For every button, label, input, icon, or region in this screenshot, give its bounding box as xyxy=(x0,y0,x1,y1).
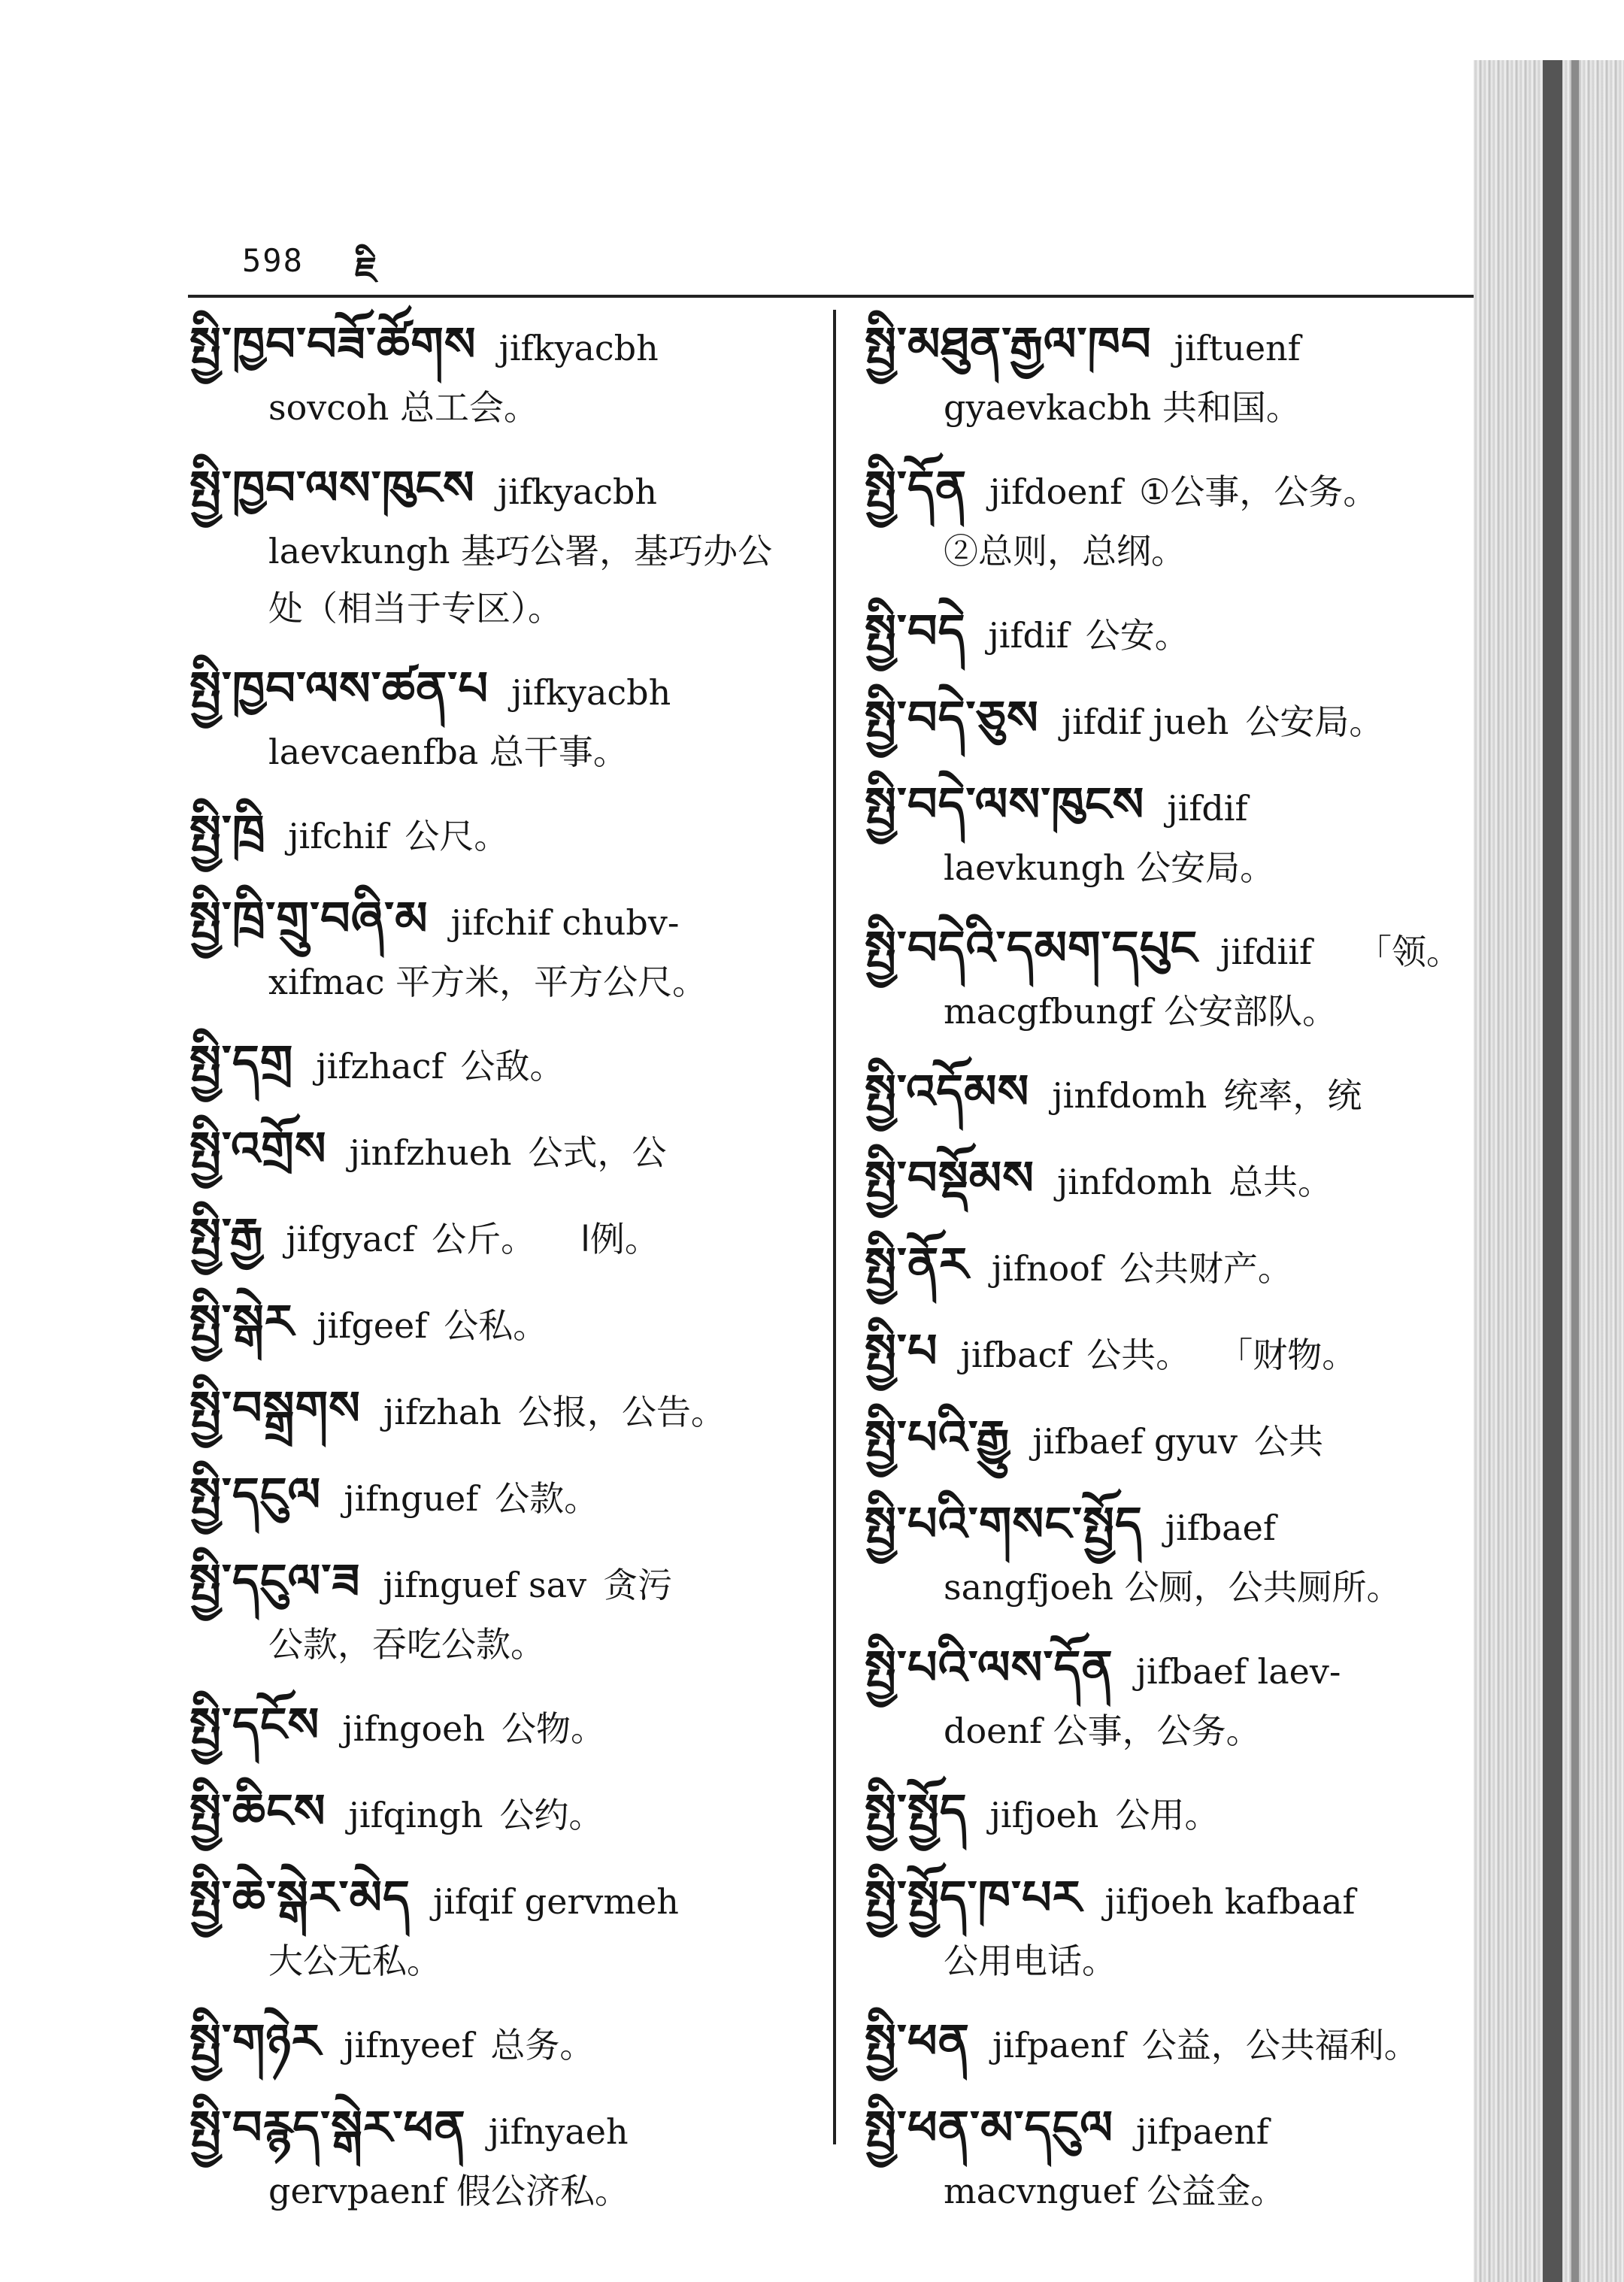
tibetan-headword: སྤྱི་རྒྱ xyxy=(189,1208,264,1262)
entry-headline xyxy=(189,301,810,387)
entry-continuation: macvnguef 公益金。 xyxy=(944,2171,1286,2211)
romanization: jifnyaeh xyxy=(488,2111,629,2152)
chinese-gloss: 公款。 xyxy=(495,1478,599,1519)
dictionary-entry xyxy=(189,301,810,444)
chinese-gloss: 公共。 xyxy=(1086,1335,1191,1375)
entry-headline xyxy=(189,1768,810,1854)
tibetan-headword: སྤྱི་ཆེ་སྒེར་མེད xyxy=(189,1870,411,1925)
romanization: jifkyacbh xyxy=(511,672,671,713)
scan-edge-band xyxy=(1571,60,1579,2282)
chinese-gloss: 公益，公共福利。 xyxy=(1141,2025,1419,2065)
romanization: jifzhacf xyxy=(316,1046,444,1086)
chinese-gloss: 公共 xyxy=(1254,1421,1324,1462)
tibetan-headword: སྤྱི་སྤྱོད་ཁ་པར xyxy=(865,1870,1083,1925)
dictionary-entry xyxy=(865,1624,1474,1768)
dictionary-entry xyxy=(189,1105,810,1192)
running-head-glyph: ཇི xyxy=(355,250,377,292)
tibetan-headword: སྤྱི་བརྙད་སྒེར་ཕན xyxy=(189,2100,466,2155)
dictionary-entry xyxy=(189,1768,810,1854)
scan-edge-shadow xyxy=(1474,60,1624,2282)
tibetan-headword: སྤྱི་ཁྱབ་བཟོ་ཚོགས xyxy=(189,317,477,371)
tibetan-headword: སྤྱི་ཆིངས xyxy=(189,1783,326,1838)
dictionary-entry xyxy=(189,444,810,645)
dictionary-entry xyxy=(189,1681,810,1768)
entry-continuation: ②总则，总纲。 xyxy=(944,531,1186,571)
chinese-gloss: 公报，公告。 xyxy=(517,1392,726,1432)
romanization: jifbaef laev- xyxy=(1135,1651,1341,1692)
romanization: jifbacf xyxy=(960,1335,1071,1375)
romanization: jifjoeh kafbaaf xyxy=(1104,1881,1356,1922)
romanization: jiftuenf xyxy=(1174,328,1301,368)
dictionary-entry xyxy=(865,905,1474,1048)
entry-headline xyxy=(189,645,810,732)
dictionary-entry xyxy=(189,1019,810,1105)
entry-headline xyxy=(865,1854,1474,1941)
romanization: jifgeef xyxy=(317,1305,428,1346)
dictionary-entry xyxy=(865,1998,1474,2084)
chinese-gloss: 公式，公 xyxy=(528,1132,667,1173)
romanization: jifdif xyxy=(1167,788,1248,829)
entry-continuation: 公用电话。 xyxy=(944,1941,1116,1981)
tibetan-headword: སྤྱི་འགྲོས xyxy=(189,1121,327,1176)
dictionary-entry xyxy=(865,674,1474,761)
tibetan-headword: སྤྱི་དངུལ xyxy=(189,1467,322,1522)
tibetan-headword: སྤྱི་དངུལ་ཟ xyxy=(189,1553,361,1608)
entry-headline xyxy=(865,1308,1474,1394)
entry-continuation: gervpaenf 假公济私。 xyxy=(268,2171,630,2211)
romanization: jinfdomh xyxy=(1052,1075,1207,1116)
entry-headline xyxy=(189,875,810,962)
chinese-gloss: 总务。 xyxy=(490,2025,595,2065)
chinese-gloss: 公斤。 xyxy=(432,1219,536,1259)
entry-headline xyxy=(189,1365,810,1451)
header-rule xyxy=(188,295,1474,298)
dictionary-entry xyxy=(865,1394,1474,1480)
entry-headline xyxy=(189,1192,810,1278)
entry-continuation: xifmac 平方米，平方公尺。 xyxy=(268,962,707,1002)
entry-headline xyxy=(189,789,810,875)
dictionary-entry xyxy=(189,1854,810,1998)
tibetan-headword: སྤྱི་པའི་ལས་དོན xyxy=(865,1640,1113,1695)
romanization: jifqif gervmeh xyxy=(432,1881,679,1922)
entry-headline xyxy=(189,1998,810,2084)
dictionary-entry xyxy=(865,1854,1474,1998)
chinese-gloss: 公安局。 xyxy=(1245,702,1384,742)
chinese-gloss: 总共。 xyxy=(1229,1162,1332,1202)
tibetan-headword: སྤྱི་བདེ xyxy=(865,604,966,659)
romanization: jifchif xyxy=(288,816,389,856)
entry-headline xyxy=(189,1681,810,1768)
margin-note: l例。 xyxy=(580,1219,659,1259)
entry-headline xyxy=(865,444,1474,531)
entry-continuation: laevkungh 公安局。 xyxy=(944,847,1275,888)
entry-headline xyxy=(865,1768,1474,1854)
chinese-gloss: 公敌。 xyxy=(460,1046,565,1086)
entry-continuation: laevcaenfba 总干事。 xyxy=(268,732,628,772)
chinese-gloss: 公约。 xyxy=(499,1795,604,1835)
dictionary-entry xyxy=(865,444,1474,588)
tibetan-headword: སྤྱི་བདེ་ཅུས xyxy=(865,690,1039,745)
tibetan-headword: སྤྱི་ཁྲི xyxy=(189,805,266,859)
entry-headline xyxy=(865,588,1474,674)
romanization: jinfdomh xyxy=(1056,1162,1212,1202)
tibetan-headword: སྤྱི་སྤྱོད xyxy=(865,1783,968,1838)
left-column xyxy=(189,301,810,2228)
margin-note: 「领。 xyxy=(1357,932,1462,972)
romanization: jifnoof xyxy=(991,1248,1103,1289)
tibetan-headword: སྤྱི་གཉེར xyxy=(189,2014,322,2068)
romanization: jifdif jueh xyxy=(1061,702,1229,742)
dictionary-entry xyxy=(189,2084,810,2228)
dictionary-entry xyxy=(189,1998,810,2084)
entry-headline xyxy=(189,1854,810,1941)
tibetan-headword: སྤྱི་ཁྲི་གྲུ་བཞི་མ xyxy=(189,891,429,946)
dictionary-entry xyxy=(865,1480,1474,1624)
tibetan-headword: སྤྱི་ཕན་མ་དངུལ xyxy=(865,2100,1113,2155)
entry-headline xyxy=(865,1221,1474,1308)
romanization: jifpaenf xyxy=(992,2025,1126,2065)
entry-continuation: sangfjoeh 公厕，公共厕所。 xyxy=(944,1567,1401,1608)
tibetan-headword: སྤྱི་དངོས xyxy=(189,1697,320,1752)
romanization: jifbaef xyxy=(1165,1508,1276,1548)
entry-headline xyxy=(189,1538,810,1624)
dictionary-entry xyxy=(865,588,1474,674)
chinese-gloss: ①公事，公务。 xyxy=(1139,471,1378,512)
entry-continuation: 处（相当于专区）。 xyxy=(268,588,562,629)
entry-headline xyxy=(189,1278,810,1365)
entry-headline xyxy=(865,1624,1474,1711)
tibetan-headword: སྤྱི་ཁྱབ་ལས་ཁུངས xyxy=(189,460,475,515)
tibetan-headword: སྤྱི་པའི་རྒྱུ xyxy=(865,1410,1010,1465)
tibetan-headword: སྤྱི་འདོམས xyxy=(865,1064,1030,1119)
tibetan-headword: སྤྱི་བདེ་ལས་ཁུངས xyxy=(865,777,1145,832)
romanization: jifdiif xyxy=(1220,932,1313,972)
entry-headline xyxy=(865,1480,1474,1567)
dictionary-entry xyxy=(189,1278,810,1365)
entry-headline xyxy=(865,301,1474,387)
entry-headline xyxy=(189,1019,810,1105)
tibetan-headword: སྤྱི་པ xyxy=(865,1323,938,1378)
entry-headline xyxy=(865,1135,1474,1221)
dictionary-entry xyxy=(189,1192,810,1278)
dictionary-entry xyxy=(865,1048,1474,1135)
dictionary-entry xyxy=(189,1365,810,1451)
dictionary-entry xyxy=(865,1135,1474,1221)
entry-headline xyxy=(865,905,1474,991)
chinese-gloss: 公用。 xyxy=(1115,1795,1220,1835)
romanization: jifpaenf xyxy=(1135,2111,1269,2152)
tibetan-headword: སྤྱི་ཕན xyxy=(865,2014,970,2068)
romanization: jifnguef xyxy=(344,1478,479,1519)
dictionary-entry xyxy=(865,2084,1474,2228)
tibetan-headword: སྤྱི་སྒེར xyxy=(189,1294,295,1349)
romanization: jifnyeef xyxy=(344,2025,474,2065)
dictionary-entry xyxy=(865,761,1474,905)
right-column xyxy=(865,301,1474,2228)
romanization: jifbaef gyuv xyxy=(1032,1421,1238,1462)
entry-headline xyxy=(189,1451,810,1538)
chinese-gloss: 统率，统 xyxy=(1223,1075,1362,1116)
entry-continuation: doenf 公事，公务。 xyxy=(944,1711,1261,1751)
tibetan-headword: སྤྱི་བསྡོམས xyxy=(865,1150,1035,1205)
chinese-gloss: 贪污 xyxy=(603,1565,673,1605)
romanization: jifkyacbh xyxy=(497,471,657,512)
tibetan-headword: སྤྱི་ཁྱབ་ལས་ཚན་པ xyxy=(189,661,489,716)
dictionary-entry xyxy=(865,1768,1474,1854)
dictionary-entry xyxy=(189,645,810,789)
column-divider xyxy=(833,310,836,2144)
tibetan-headword: སྤྱི་པའི་གསང་སྤྱོད xyxy=(865,1496,1143,1551)
tibetan-headword: སྤྱི་ནོར xyxy=(865,1237,969,1292)
dictionary-entry xyxy=(189,1451,810,1538)
entry-continuation: sovcoh 总工会。 xyxy=(268,387,538,428)
romanization: jifchif chubv- xyxy=(450,902,680,943)
romanization: jifdif xyxy=(988,615,1069,656)
chinese-gloss: 公安。 xyxy=(1085,615,1189,656)
entry-headline xyxy=(189,444,810,531)
tibetan-headword: སྤྱི་མཐུན་རྒྱལ་ཁབ xyxy=(865,317,1152,371)
dictionary-entry xyxy=(189,1538,810,1681)
entry-headline xyxy=(189,2084,810,2171)
tibetan-headword: སྤྱི་བསྒྲགས xyxy=(189,1380,361,1435)
entry-headline xyxy=(865,1394,1474,1480)
dictionary-entry xyxy=(189,875,810,1019)
romanization: jifkyacbh xyxy=(498,328,659,368)
chinese-gloss: 公尺。 xyxy=(404,816,509,856)
entry-headline xyxy=(865,761,1474,847)
romanization: jifdoenf xyxy=(989,471,1123,512)
tibetan-headword: སྤྱི་དོན xyxy=(865,460,968,515)
entry-continuation: 大公无私。 xyxy=(268,1941,441,1981)
entry-continuation: 公款，吞吃公款。 xyxy=(268,1624,545,1665)
entry-continuation: laevkungh 基巧公署，基巧办公 xyxy=(268,531,773,571)
romanization: jifzhah xyxy=(383,1392,501,1432)
romanization: jinfzhueh xyxy=(349,1132,512,1173)
dictionary-entry xyxy=(865,1308,1474,1394)
entry-headline xyxy=(865,2084,1474,2171)
chinese-gloss: 公共财产。 xyxy=(1119,1248,1292,1289)
entry-headline xyxy=(189,1105,810,1192)
dictionary-entry xyxy=(865,1221,1474,1308)
entry-continuation: macgfbungf 公安部队。 xyxy=(944,991,1338,1032)
tibetan-headword: སྤྱི་དགྲ xyxy=(189,1035,294,1089)
romanization: jifqingh xyxy=(348,1795,483,1835)
romanization: jifngoeh xyxy=(342,1708,486,1749)
entry-headline xyxy=(865,674,1474,761)
tibetan-headword: སྤྱི་བདེའི་དམག་དཔུང xyxy=(865,920,1198,975)
scan-edge-band xyxy=(1543,60,1562,2282)
dictionary-entry xyxy=(865,301,1474,444)
page-number: 598 xyxy=(242,242,304,279)
entry-continuation: gyaevkacbh 共和国。 xyxy=(944,387,1301,428)
dictionary-entry xyxy=(189,789,810,875)
entry-headline xyxy=(865,1998,1474,2084)
romanization: jifgyacf xyxy=(286,1219,416,1259)
romanization: jifnguef sav xyxy=(383,1565,587,1605)
entry-headline xyxy=(865,1048,1474,1135)
margin-note: 「财物。 xyxy=(1235,1335,1357,1375)
chinese-gloss: 公物。 xyxy=(501,1708,606,1749)
chinese-gloss: 公私。 xyxy=(444,1305,548,1346)
romanization: jifjoeh xyxy=(989,1795,1099,1835)
